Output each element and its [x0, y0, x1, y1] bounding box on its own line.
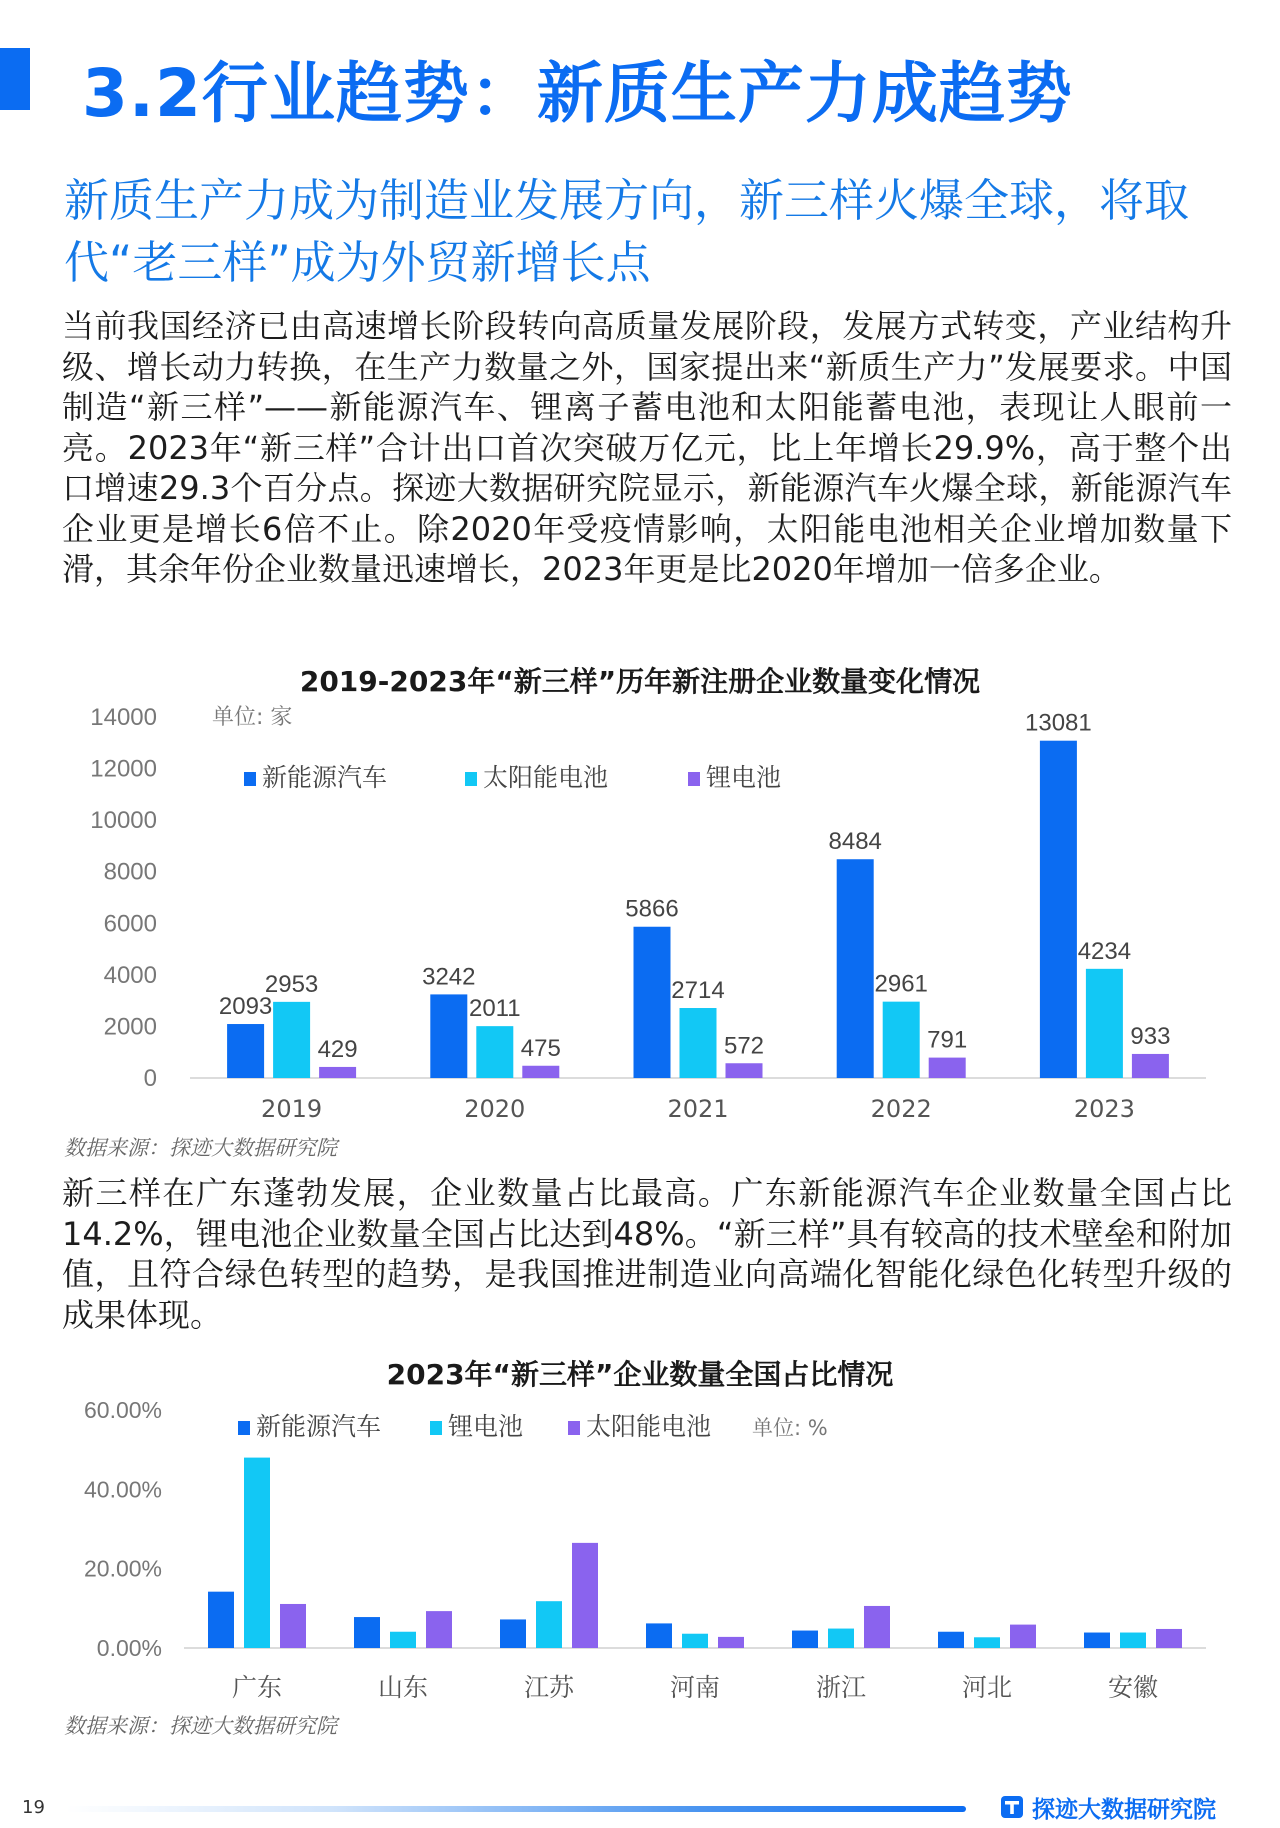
x-category-label: 2021 [667, 1095, 729, 1123]
bar [1120, 1633, 1146, 1648]
y-tick-label: 40.00% [83, 1476, 162, 1503]
x-category-label: 2022 [870, 1095, 932, 1123]
chart-2-source: 数据来源：探迹大数据研究院 [64, 1714, 337, 1738]
unit-label: 单位: % [752, 1416, 828, 1440]
bar [476, 1026, 513, 1078]
x-category-label: 河北 [961, 1673, 1013, 1702]
bar [430, 994, 467, 1078]
chart-1-title: 2019-2023年“新三样”历年新注册企业数量变化情况 [299, 665, 981, 698]
bar [1086, 969, 1123, 1078]
x-category-label: 江苏 [523, 1673, 575, 1702]
section-subtitle: 新质生产力成为制造业发展方向，新三样火爆全球，将取代“老三样”成为外贸新增长点 [64, 174, 1190, 289]
bar [646, 1623, 672, 1648]
y-tick-label: 2000 [103, 1013, 157, 1041]
x-category-label: 2019 [261, 1095, 323, 1123]
data-label: 5866 [625, 895, 679, 923]
bar [354, 1617, 380, 1648]
bar [1084, 1633, 1110, 1648]
bar [244, 1458, 270, 1648]
x-category-label: 2020 [464, 1095, 526, 1123]
bar [883, 1002, 920, 1078]
bar [792, 1631, 818, 1648]
page-title: 3.2行业趋势：新质生产力成趋势 [82, 55, 1073, 132]
footer-divider [66, 1806, 966, 1812]
data-label: 2093 [218, 993, 273, 1021]
data-label: 2953 [264, 970, 319, 998]
data-label: 8484 [828, 828, 882, 856]
bar [837, 859, 874, 1078]
chart-2-province-share [0, 1395, 1280, 1705]
bar [974, 1637, 1000, 1648]
brand-logo-icon [1000, 1795, 1024, 1819]
y-tick-label: 10000 [90, 807, 157, 835]
data-label: 2011 [468, 995, 521, 1023]
x-category-label: 2023 [1073, 1095, 1135, 1123]
legend-label: 太阳能电池 [586, 1412, 712, 1441]
brand-name: 探迹大数据研究院 [1032, 1796, 1216, 1823]
bar [864, 1606, 890, 1648]
data-label: 791 [927, 1026, 968, 1054]
y-tick-label: 6000 [103, 910, 157, 938]
legend-label: 太阳能电池 [483, 763, 609, 792]
data-label: 4234 [1077, 937, 1132, 965]
bar [319, 1067, 356, 1078]
bar [929, 1058, 966, 1078]
legend-label: 新能源汽车 [256, 1412, 382, 1441]
bar [536, 1601, 562, 1648]
body-paragraph-1: 当前我国经济已由高速增长阶段转向高质量发展阶段，发展方式转变，产业结构升级、增长动力转换，在生产力数量之外，国家提出来“新质生产力”发展要求。中国制造“新三样”——新能源汽车、锂离子蓄电池和太阳能蓄电池，表现让人眼前一亮。2023年“新三样”合计出口首次突破万亿元，比上年增长29.9%，高于整个出口增速29.3个百分点。探迹大数据研究院显示，新能源汽车火爆全球，新能源汽车企业更是增长6倍不止。除2020年受疫情影响，太阳能电池相关企业增加数量下滑，其余年份企业数量迅速增长，2023年更是比2020年增加一倍多企业。 [62, 307, 1232, 588]
bar [390, 1632, 416, 1648]
bar [634, 927, 671, 1078]
unit-label: 单位: 家 [212, 705, 293, 730]
chart-2-title: 2023年“新三样”企业数量全国占比情况 [386, 1358, 894, 1391]
y-tick-label: 20.00% [83, 1555, 162, 1582]
bar [227, 1024, 264, 1078]
legend-swatch [465, 772, 477, 786]
data-label: 2714 [671, 977, 725, 1005]
x-category-label: 河南 [669, 1673, 721, 1702]
y-tick-label: 12000 [90, 755, 157, 783]
y-tick-label: 0 [143, 1065, 157, 1092]
data-label: 933 [1130, 1022, 1171, 1050]
legend-label: 锂电池 [448, 1412, 524, 1441]
bar [208, 1592, 234, 1648]
data-label: 572 [723, 1032, 765, 1060]
bar [572, 1543, 598, 1648]
bar [273, 1002, 310, 1078]
bar [828, 1629, 854, 1648]
legend-swatch [568, 1421, 580, 1435]
data-label: 475 [520, 1034, 561, 1062]
bar [500, 1619, 526, 1648]
legend-swatch [688, 772, 700, 786]
bar [280, 1604, 306, 1648]
chart-1-registrations [0, 700, 1280, 1125]
legend-label: 新能源汽车 [262, 763, 388, 792]
data-label: 13081 [1025, 709, 1092, 737]
bar [938, 1632, 964, 1648]
data-label: 2961 [874, 970, 928, 998]
bar [1132, 1054, 1169, 1078]
y-tick-label: 0.00% [96, 1635, 162, 1661]
y-tick-label: 4000 [103, 961, 157, 989]
bar [682, 1634, 708, 1648]
legend-swatch [238, 1421, 250, 1435]
data-label: 429 [317, 1035, 358, 1063]
y-tick-label: 60.00% [83, 1397, 162, 1423]
x-category-label: 山东 [377, 1673, 429, 1702]
footer-brand [1000, 1790, 1216, 1824]
y-tick-label: 14000 [90, 704, 157, 731]
page-number: 19 [22, 1797, 45, 1818]
bar [1040, 741, 1077, 1078]
data-label: 3242 [422, 963, 476, 991]
bar [522, 1066, 559, 1078]
x-category-label: 广东 [231, 1673, 283, 1702]
bar [426, 1611, 452, 1648]
title-accent-bar [0, 48, 30, 110]
chart-1-source: 数据来源：探迹大数据研究院 [64, 1136, 337, 1160]
bar [726, 1063, 763, 1078]
x-category-label: 浙江 [815, 1673, 867, 1702]
legend-label: 锂电池 [706, 763, 782, 792]
bar [1156, 1629, 1182, 1648]
bar [1010, 1625, 1036, 1648]
bar [680, 1008, 717, 1078]
legend-swatch [244, 772, 256, 786]
legend-swatch [430, 1421, 442, 1435]
x-category-label: 安徽 [1107, 1673, 1159, 1702]
body-paragraph-2: 新三样在广东蓬勃发展，企业数量占比最高。广东新能源汽车企业数量全国占比14.2%，锂电池企业数量全国占比达到48%。“新三样”具有较高的技术壁垒和附加值，且符合绿色转型的趋势，是我国推进制造业向高端化智能化绿色化转型升级的成果体现。 [62, 1174, 1232, 1334]
y-tick-label: 8000 [103, 858, 157, 886]
bar [718, 1637, 744, 1648]
